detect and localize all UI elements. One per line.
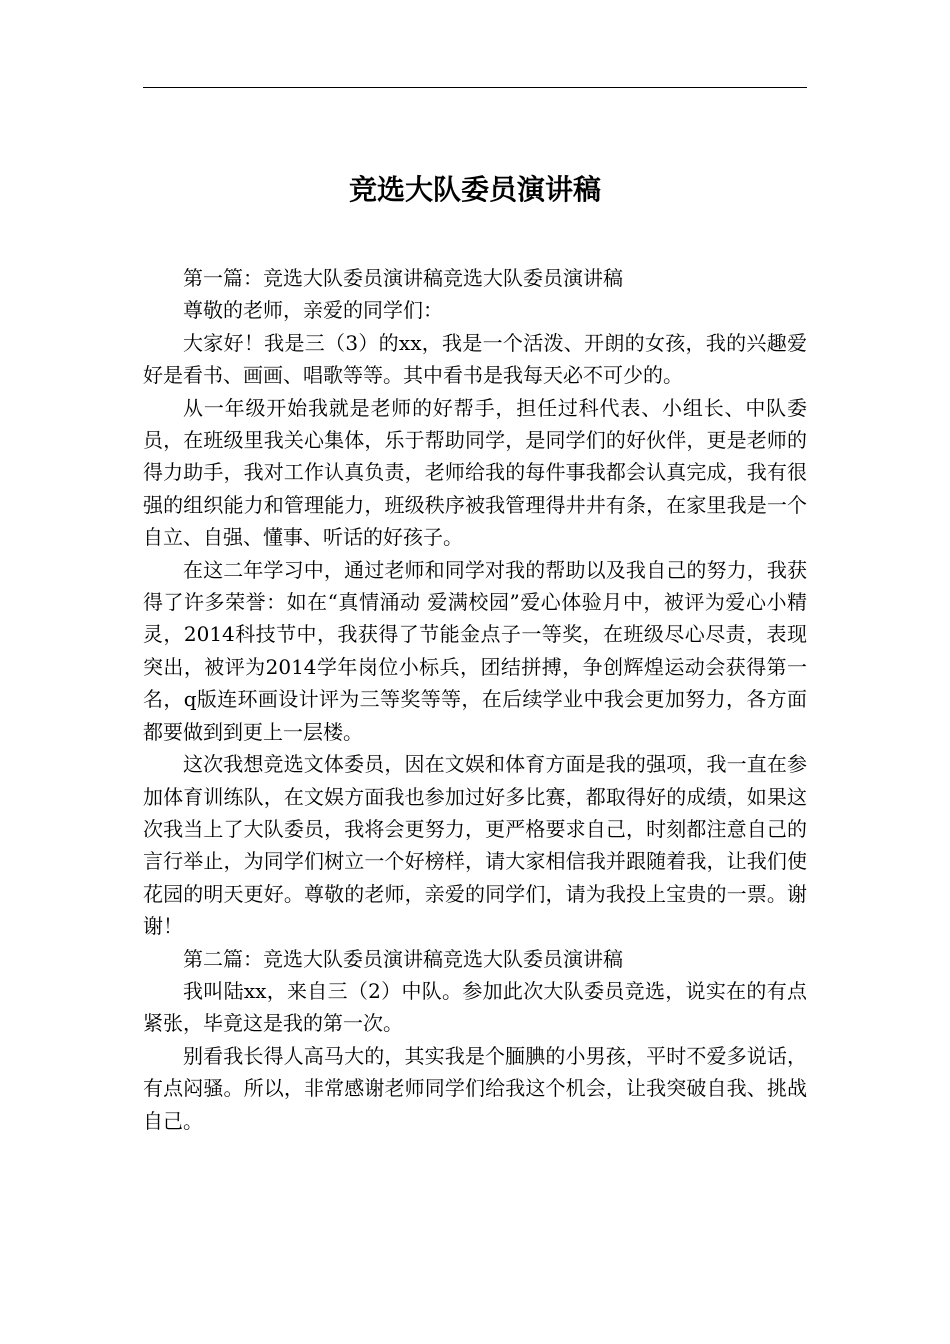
paragraph-part-two-heading: 第二篇：竞选大队委员演讲稿竞选大队委员演讲稿 <box>183 946 623 971</box>
paragraph-honors: 在这二年学习中，通过老师和同学对我的帮助以及我自己的努力，我获得了许多荣誉：如在“真情涌动 爱满校园”爱心体验月中，被评为爱心小精灵，2014科技节中，我获得了节能金点子一等奖，在班级尽心尽责，表现突出，被评为2014学年岗位小标兵，团结拼搏，争创辉煌运动会获得第一名，q版连环画设计评为三等奖等等，在后续学业中我会更加努力，各方面都要做到到更上一层楼。 <box>143 557 807 744</box>
paragraph-second-personality: 别看我长得人高马大的，其实我是个腼腆的小男孩，平时不爱多说话，有点闷骚。所以，非常感谢老师同学们给我这个机会，让我突破自我、挑战自己。 <box>143 1043 807 1133</box>
paragraph-part-one-heading: 第一篇：竞选大队委员演讲稿竞选大队委员演讲稿 <box>183 266 623 290</box>
header-rule <box>143 87 807 88</box>
paragraph-class-experience: 从一年级开始我就是老师的好帮手，担任过科代表、小组长、中队委员，在班级里我关心集体，乐于帮助同学，是同学们的好伙伴，更是老师的得力助手，我对工作认真负责，老师给我的每件事我都会认真完成，我有很强的组织能力和管理能力，班级秩序被我管理得井井有条，在家里我是一个自立、自强、懂事、听话的好孩子。 <box>143 395 807 550</box>
paragraph-campaign-goal: 这次我想竞选文体委员，因在文娱和体育方面是我的强项，我一直在参加体育训练队，在文娱方面我也参加过好多比赛，都取得好的成绩，如果这次我当上了大队委员，我将会更努力，更严格要求自己，时刻都注意自己的言行举止，为同学们树立一个好榜样，请大家相信我并跟随着我，让我们使花园的明天更好。尊敬的老师，亲爱的同学们，请为我投上宝贵的一票。谢谢！ <box>143 752 807 939</box>
document-title: 竞选大队委员演讲稿 <box>348 173 601 206</box>
paragraph-second-introduction: 我叫陆xx，来自三（2）中队。参加此次大队委员竞选，说实在的有点紧张，毕竟这是我的第一次。 <box>143 978 807 1036</box>
paragraph-salutation: 尊敬的老师，亲爱的同学们： <box>183 298 443 323</box>
document-body <box>143 262 807 1137</box>
paragraph-self-introduction: 大家好！我是三（3）的xx，我是一个活泼、开朗的女孩，我的兴趣爱好是看书、画画、唱歌等等。其中看书是我每天必不可少的。 <box>143 330 807 388</box>
